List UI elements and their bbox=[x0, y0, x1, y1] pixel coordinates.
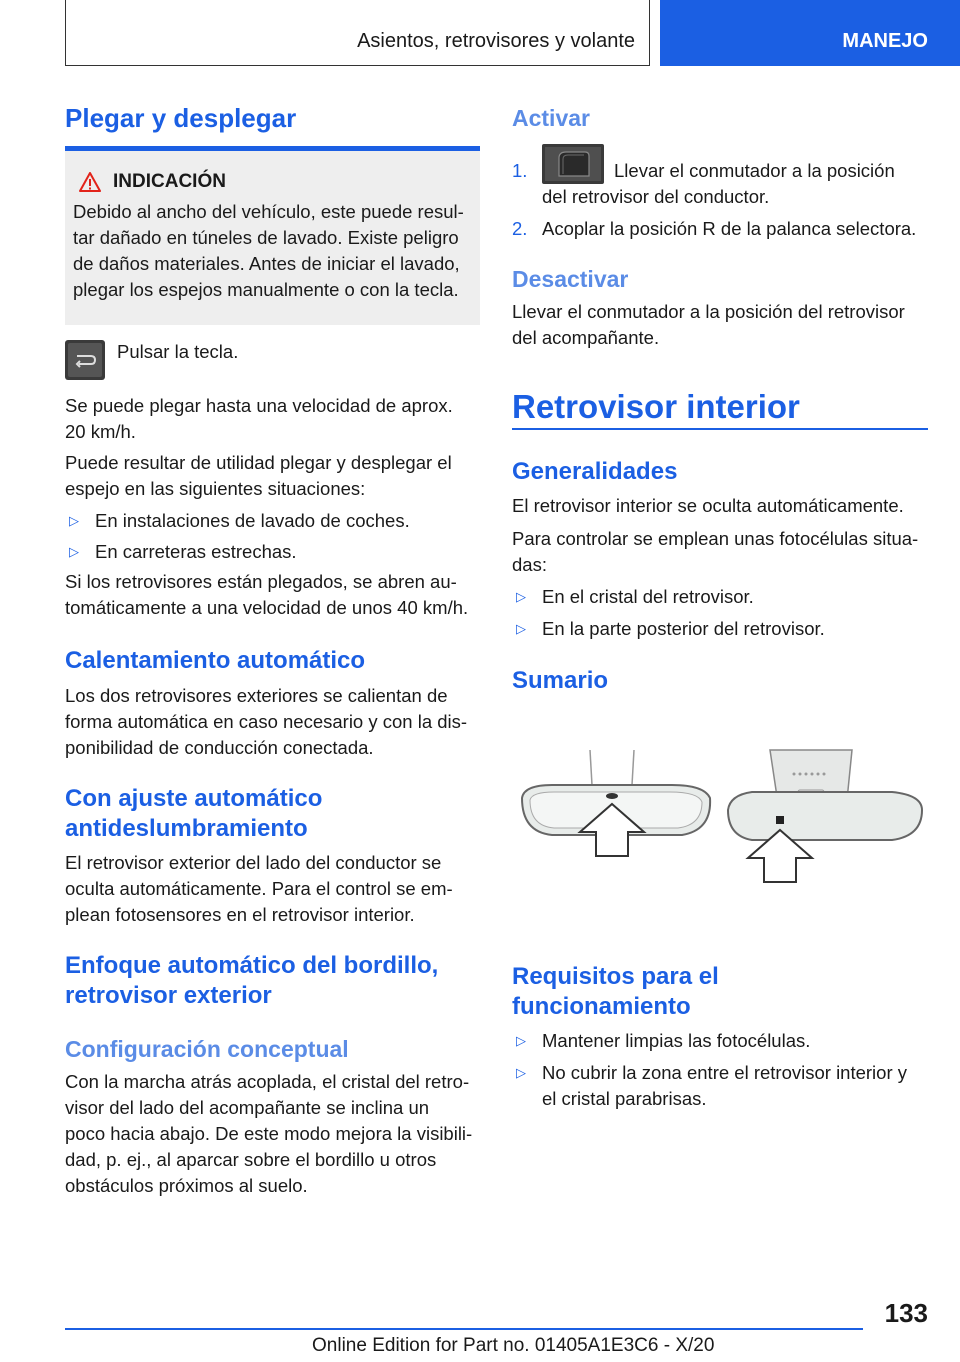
text-line: Con la marcha atrás acoplada, el cristal del retro‐ bbox=[65, 1071, 470, 1092]
text-line: oculta automáticamente. Para el control se em‐ bbox=[65, 878, 453, 899]
list-item-text: Mantener limpias las fotocélulas. bbox=[542, 1030, 811, 1051]
heading-line: Requisitos para el bbox=[512, 963, 719, 990]
list-item-text: En carreteras estrechas. bbox=[95, 541, 297, 562]
notice-title: INDICACIÓN bbox=[113, 171, 226, 192]
text-line: El retrovisor exterior del lado del conductor se bbox=[65, 852, 442, 873]
heading-activar: Activar bbox=[512, 105, 590, 131]
chapter-tab-label: MANEJO bbox=[842, 30, 928, 52]
notice-line: Debido al ancho del vehículo, este puede resul‐ bbox=[73, 201, 464, 222]
notice-line: plegar los espejos manualmente o con la tecla. bbox=[73, 279, 459, 300]
paragraph-situations bbox=[65, 450, 480, 502]
paragraph-heating bbox=[65, 683, 480, 761]
step-number: 1. bbox=[512, 160, 528, 181]
paragraph-antiglare bbox=[65, 850, 480, 928]
text-line: tomáticamente a una velocidad de unos 40 km/h. bbox=[65, 597, 469, 618]
footer-edition: Online Edition for Part no. 01405A1E3C6 - X/20 bbox=[312, 1335, 715, 1356]
step-number: 2. bbox=[512, 218, 528, 239]
text-line: Puede resultar de utilidad plegar y desplegar el bbox=[65, 452, 452, 473]
step-item bbox=[512, 216, 916, 242]
chapter-tab bbox=[660, 0, 960, 66]
heading-configuracion: Configuración conceptual bbox=[65, 1036, 349, 1062]
heading-retrovisor-interior: Retrovisor interior bbox=[512, 388, 800, 425]
notice-header bbox=[73, 171, 472, 193]
mirror-switch-icon bbox=[542, 144, 604, 184]
page-header bbox=[0, 0, 960, 66]
paragraph-curb bbox=[65, 1069, 480, 1199]
warning-icon bbox=[79, 172, 101, 192]
heading-enfoque bbox=[65, 951, 480, 1011]
bullet-triangle-icon: ▷ bbox=[69, 544, 79, 559]
text-line: espejo en las siguientes situaciones: bbox=[65, 478, 366, 499]
heading-line: Enfoque automático del bordillo, bbox=[65, 952, 439, 979]
notice-line: de daños materiales. Antes de iniciar el lavado, bbox=[73, 253, 460, 274]
list-item-text: No cubrir la zona entre el retrovisor interior y bbox=[542, 1062, 908, 1083]
text-line: ponibilidad de conducción conectada. bbox=[65, 737, 374, 758]
heading-plegar: Plegar y desplegar bbox=[65, 103, 297, 133]
text-line: 20 km/h. bbox=[65, 421, 136, 442]
button-caption: Pulsar la tecla. bbox=[117, 341, 239, 362]
text-line: forma automática en caso necesario y con la dis‐ bbox=[65, 711, 468, 732]
text-line: dad, p. ej., al aparcar sobre el bordillo u otros bbox=[65, 1149, 437, 1170]
list-item-text: En instalaciones de lavado de coches. bbox=[95, 510, 410, 531]
bullet-triangle-icon: ▷ bbox=[516, 589, 526, 604]
heading-line: retrovisor exterior bbox=[65, 982, 272, 1009]
section-title: Asientos, retrovisores y volante bbox=[357, 30, 635, 52]
bullet-triangle-icon: ▷ bbox=[516, 621, 526, 636]
heading-line: Con ajuste automático bbox=[65, 785, 323, 812]
heading-generalidades: Generalidades bbox=[512, 458, 678, 485]
paragraph-desactivar bbox=[512, 299, 928, 351]
footer-rule bbox=[65, 1328, 863, 1330]
heading-line: funcionamiento bbox=[512, 993, 691, 1020]
paragraph-auto-open bbox=[65, 569, 480, 621]
step-text: Llevar el conmutador a la posición bbox=[614, 160, 895, 181]
paragraph-general: El retrovisor interior se oculta automáticamente. bbox=[512, 495, 904, 516]
text-line: Los dos retrovisores exteriores se calientan de bbox=[65, 685, 448, 706]
step-text: del retrovisor del conductor. bbox=[542, 186, 770, 207]
text-line: Si los retrovisores están plegados, se abren au‐ bbox=[65, 571, 457, 592]
heading-sumario: Sumario bbox=[512, 667, 609, 694]
heading-ajuste bbox=[65, 784, 480, 844]
text-line: visor del lado del acompañante se inclina un bbox=[65, 1097, 430, 1118]
rearview-mirror-illustration bbox=[512, 740, 928, 890]
list-item bbox=[512, 584, 754, 610]
notice-box bbox=[65, 151, 480, 325]
list-item bbox=[65, 508, 410, 534]
paragraph-photocells bbox=[512, 526, 928, 578]
list-item bbox=[512, 1028, 810, 1054]
heading-requisitos bbox=[512, 962, 928, 1022]
list-item-text: En la parte posterior del retrovisor. bbox=[542, 618, 825, 639]
heading-line: antideslumbramiento bbox=[65, 815, 308, 842]
text-line: poco hacia abajo. De este modo mejora la visibili‐ bbox=[65, 1123, 473, 1144]
header-section-box bbox=[65, 0, 650, 66]
text-line: Para controlar se emplean unas fotocélulas situa‐ bbox=[512, 528, 919, 549]
text-line: Se puede plegar hasta una velocidad de aprox. bbox=[65, 395, 453, 416]
list-item bbox=[65, 539, 297, 565]
notice-line: tar dañado en túneles de lavado. Existe peligro bbox=[73, 227, 459, 248]
heading-rule bbox=[512, 428, 928, 430]
list-item-text: el cristal parabrisas. bbox=[542, 1088, 707, 1109]
heading-desactivar: Desactivar bbox=[512, 266, 629, 292]
text-line: das: bbox=[512, 554, 547, 575]
bullet-triangle-icon: ▷ bbox=[516, 1033, 526, 1048]
text-line: del acompañante. bbox=[512, 327, 660, 348]
list-item-text: En el cristal del retrovisor. bbox=[542, 586, 754, 607]
heading-calentamiento: Calentamiento automático bbox=[65, 647, 366, 674]
bullet-triangle-icon: ▷ bbox=[69, 513, 79, 528]
list-item bbox=[512, 1060, 907, 1112]
text-line: plean fotosensores en el retrovisor interior. bbox=[65, 904, 415, 925]
step-item bbox=[512, 158, 928, 210]
text-line: obstáculos próximos al suelo. bbox=[65, 1175, 308, 1196]
bullet-triangle-icon: ▷ bbox=[516, 1065, 526, 1080]
fold-button-icon bbox=[65, 340, 105, 380]
text-line: Llevar el conmutador a la posición del retrovisor bbox=[512, 301, 905, 322]
list-item bbox=[512, 616, 825, 642]
paragraph-speed bbox=[65, 393, 480, 445]
step-text: Acoplar la posición R de la palanca selectora. bbox=[542, 218, 917, 239]
page-number: 133 bbox=[884, 1298, 928, 1328]
